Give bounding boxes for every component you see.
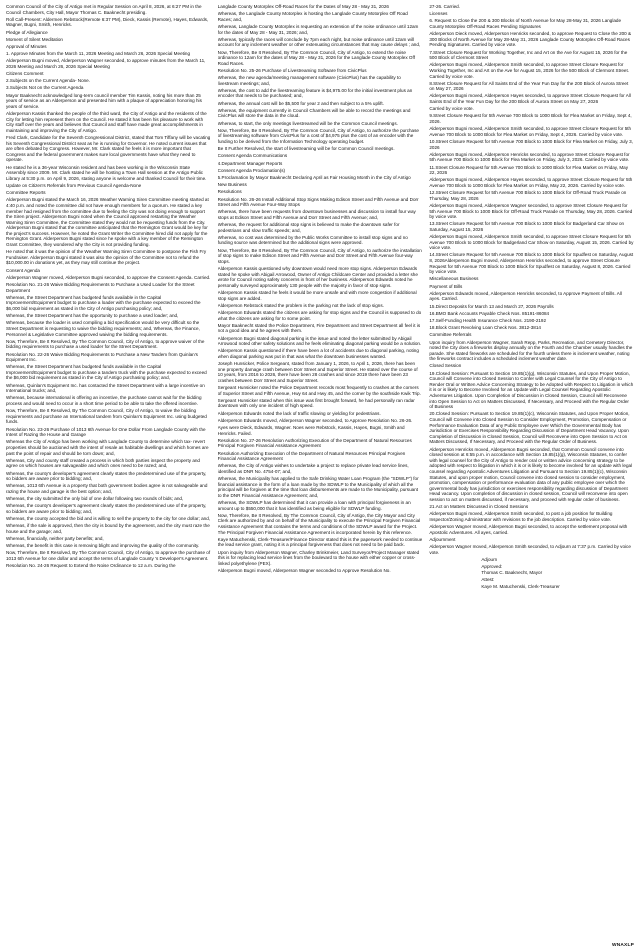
- paragraph: He noted that it was the opinion of the Weather Warning Siren Committee to postpone the Fish Fry Fundraiser. Alderperson Bugni stated it was also the opinion of the Committee not to refund the $10,000.00 in donations yet, as they may still continue the project.: [6, 249, 207, 266]
- paragraph: Upon inquiry from Alderperson Wagner, Sarah Repp, Parks, Recreation, and Cemetery Director, noted the City does a fireworks display annually on the Fourth and the Chamber usually handles the parade. She stated fireworks are scheduled for the fourth unless there is inclement weather, noting the fireworks contract includes a scheduled inclement weather date.: [429, 339, 633, 362]
- paragraph: Whereas, financially, neither party benefits; and,: [6, 536, 104, 542]
- paragraph: Whereas, Quinlan's Equipment Inc. has contacted the Street Department with a large incentive on International trucks; and,: [6, 382, 205, 394]
- paragraph: Whereas, City and county staff created a process in which both parties inspect the property and agree on which houses are salvageable and which ones need to be razed; and,: [6, 457, 200, 469]
- paragraph: Alderperson Bugni moved, Alderperson Smith seconded, to approve Street Closure Request for 5th Avenue 700 Block to 1000 Block for Badgerland Car Show on Saturday, August 15, 2026. Carried by voice vote.: [429, 234, 634, 251]
- paragraph: Alderperson Bugni moved, Alderperson Hayes seconded, to approve Street Closure Request for All Saints End of the Year Fun Day for the 200 Block of Aurora Street on May 27, 2026: [429, 93, 631, 105]
- paragraph: Whereas, the Langlade County Motorplex is hosting the Langlade County Motorplex Off Road Races; and,: [217, 11, 408, 22]
- paragraph: Adjournment: [429, 536, 456, 542]
- paragraph: Alderperson Kassis questioned if there have been a lot of accidents due to diagonal parking, noting when diagonal parking was put in that was what the downtown businesses wanted.: [217, 348, 419, 359]
- paragraph: Upon inquiry from Alderperson Wagner, Charley Brinkmeier, Land Surveyor/Project Manager stated this is for replacing lead service lines from the boulevard to the house with either copper or cross-linked polyethylene (PEX).: [217, 549, 420, 566]
- paragraph: Now, Therefore, Be It Resolved, By The Common Council, City of Antigo, the City Mayor and City Clerk are authorized by and on behalf of the Municipality to execute the Principal Forgiven Financial Assistance Agreement that contains the terms and conditions of the SDWLP award for the Project. The Principal Forgiven Financial Assistance Agreement is incorporated herein by this reference.: [217, 512, 421, 535]
- paragraph: Alderperson Bugni stated the March 16, 2026 Weather Warning Siren Committee meeting started at 4:40 p.m. and noted the committee did not have enough members for a quorum. He stated a key member had resigned from the committee due to feeling the City was not doing enough to support the Siren project. Alderperson Bugni noted when the Council approved restarting the Weather Warning Siren Committee, the Committee stated they would not be requesting funds from the City. Alderperson Bugni stated that the committee anticipated that the Remington Grant would be key for the project's success. However, he noted the Grant Writer the Committee hired did not apply for the Remington Grant. Alderperson Bugni stated since he spoke with a key member of the Remington Grant Committee, they wondered why the City is not providing funding.: [6, 197, 209, 248]
- paragraph: Whereas the City of Antigo has been working with Langlade County to determine which tax- revert properties should be auctioned with the intent of resale as habitable dwellings and which homes are past the point of repair and should be torn down; and,: [6, 439, 209, 456]
- paragraph: Common Council of the City of Antigo met in Regular Session on April 8, 2026, at 6:27 PM in the Council Chambers, City Hall, Mayor Thomas C. Baaknecht presiding.: [6, 4, 202, 15]
- paragraph: Whereas, the equipment currently in Council Chambers will be able to record the meetings and CivicPlus will store the data in the cloud.: [217, 107, 411, 119]
- paragraph: Whereas, the city submitted the only bid of one dollar following two rounds of bids; and,: [6, 496, 184, 502]
- paragraph: Whereas, the Street Department has budgeted funds available in the Capital Improvement/Equipment budget to purchase a tandem truck with the purchase expected to exceed the $6,000 bid requirement as stated in the City of Antigo purchasing policy; and,: [6, 364, 207, 381]
- paragraph: Committee Reports: [6, 190, 46, 196]
- paragraph: Langlade County Motorplex Off-Road Races for the Dates of May 28 - May 31, 2026: [217, 4, 389, 9]
- paragraph: Alderperson Wagner moved, Alderperson Bugni seconded, to accept the settlement proposal with Apostolic Adventures. All ayes, carried.: [429, 524, 628, 535]
- column-3: [429, 4, 634, 941]
- paragraph: Committee Referrals: [429, 332, 472, 338]
- paragraph: Whereas, because international is offering an incentive, the purchase cannot wait for the bidding process and would need to occur in a short time period to be able to take the offered incentive.: [6, 395, 202, 407]
- paragraph: Whereas, the Municipality has applied to the Safe Drinking Water Loan Program (the "SDWLP") for financial assistance in the form of a loan made by the SDWLP to the Municipality of which all the principal will be forgiven at the time that loan disbursements are made to the Municipality, pursuant to the DNR Financial Assistance Agreement; and,: [217, 476, 419, 498]
- paragraph: Resolution No. 26-26 Install Additional Stop Signs Making Edison Street and Fifth Avenue and Dorr Street and Fifth Avenue Four-Way Stops: [217, 196, 419, 208]
- paragraph: Fred Clark, Candidate for the Seventh Congressional District, stated that Tom Tiffany will be vacating his Seventh Congressional District seat as he is running for Governor. He noted current issues that are often debated by Congress. However, Mr. Clark stated he feels it is more important that Congress and the federal government makes sure local governments have what they need to operate.: [6, 135, 211, 163]
- paragraph: Whereas, the county's developer's agreement clearly states the predetermined use of the property, so bidders are aware prior to bidding; and,: [6, 503, 207, 514]
- paragraph: Now, Therefore, Be It Resolved, By The Common Council, City of Antigo, to approve waiver of the bidding requirements to purchase a used loader for the Street Department.: [6, 338, 205, 350]
- paragraph: Alderperson Edwards moved, Alderperson Henricks seconded, to Approve Payment of Bills. All ayes. Carried.: [429, 290, 622, 302]
- paragraph: Alderperson Bugni moved, Alderperson Smith seconded, to post a job position for Building Inspector/Zoning Administrator with revisions to the job description. Carried by voice vote.: [429, 511, 613, 522]
- paragraph: Now, Therefore, Be It Resolved, By The Common Council, City of Antigo, to extend the noise ordinance to 12am for the dates of May 28 - May 31, 2026 for the Langlade County Motorplex Off Road Races.: [217, 49, 415, 66]
- paragraph: Alderperson Edwards moved, Alderperson Wagner seconded, to Approve Resolution No. 26-26.: [217, 417, 413, 423]
- paragraph: 27-26. Carried.: [429, 4, 460, 9]
- paragraph: Alderperson Bugni moved, Alderperson Hayes seconded, to approve Street Closure Request for 5th Avenue 700 Block to 1000 Block for Flea Market on Friday, May 22, 2026. Carried by voice vote.: [429, 177, 633, 188]
- paragraph: 15.Direct Deposits for March 13 and March 27, 2026 Payrolls: [429, 303, 554, 309]
- paragraph: Alderperson Wagner moved, Alderperson Smith seconded, to Adjourn at 7:37 p.m. Carried by voice vote.: [429, 544, 631, 555]
- paragraph: Whereas, the benefit in this case is removing blight and improving the quality of the community.: [6, 543, 200, 549]
- paragraph: 19.Closed Session: Pursuant to Section 19.85(1)(g), Wisconsin Statutes, and Upon Proper Motion, Council will Convene into Closed Session to Confer with Legal Counsel for the City of Antigo to Render Oral or Written Advice Concerning Strategy to be Adopted with Respect to Litigation in which it is or is likely to Become Involved for an Update with Legal Counsel Regarding Apostolic Adventures Litigation. Upon Completion of Discussion in Closed Session, Council will Reconvene into Open Session to Act on Matters Discussed, If Necessary, and Proceed with the Regular Order of Business: [429, 370, 634, 410]
- signature-line: Kaye M. Matuchenski, Clerk-Treasurer: [481, 583, 560, 589]
- paragraph: Resolution No. 24-26 Request to Extend the Noise Ordinance to 12 a.m. During the: [6, 563, 176, 569]
- paragraph: 14.Street Closure Request for 5th Avenue 700 Block to 1000 Block for Spudfest on Saturday, August 8, 2026Alderperson Bugni moved, Alderperson Henricks seconded, to approve Street Closure Request for 5th Avenue 700 Block to 1000 Block for Spudfest on Saturday, August 8, 2026. Carried by voice vote.: [429, 252, 634, 275]
- paragraph: Alderperson Edwards stated the citizens are asking for stop signs and the Council is supposed to do what the citizens are asking for to some point.: [217, 309, 422, 321]
- paragraph: Whereas, the county's developer's agreement clearly states the predetermined use of the property, so bidders are aware prior to bidding; and,: [6, 470, 207, 482]
- paragraph: 9.Street Closure Request for 5th Avenue 700 Block to 1000 Block for Flea Market on Friday, Sept 4, 2026.: [429, 113, 632, 125]
- paragraph: Whereas, to start, the only meetings livestreamed will be the Common Council meetings.: [217, 120, 398, 126]
- paragraph: Alderperson Dieck moved, Alderperson Henricks seconded, to approve Request to Close the 200 & 300 Blocks of North Avenue for May 28-May 31, 2026 Langlade County Motorplex Off-Road Races Pending Signatures. Carried by voice vote.: [429, 31, 632, 48]
- paragraph: 4.Department Manager Reports: [217, 160, 283, 166]
- paragraph: Now, Therefore, Be It Resolved, By The Common Council, City of Antigo, to waive the bidding requirements and purchase an International tandem from Quinlan's Equipment Inc. using budgeted funds.: [6, 408, 207, 425]
- paragraph: Whereas, if the sale is approved, then the city is bound by the agreement, and the city must raze the house and the garage; and,: [6, 523, 210, 534]
- paragraph: Mayor Baaknecht acknowledged long-term council member Tim Kassis, noting his more than 25 years of service as an Alderperson and presented him with a plaque of appreciation honoring his years of service.: [6, 92, 202, 109]
- paragraph: Resolution No. 23-26 Purchase of 1013 6th Avenue for One Dollar From Langlade County with the Intent of Razing the House and Garage: [6, 426, 206, 438]
- paragraph: Whereas, the request for additional stop signs is believed to make the downtown safer for pedestrians and slow traffic speeds; and,: [217, 222, 400, 233]
- paragraph: Consent Agenda Proclamation(s): [217, 167, 286, 173]
- paragraph: Alderperson Bugni moved, Alderperson Wagner seconded, to approve Street Closure Request for 5th Avenue 700 Block to 1000 Block for Off-Road Truck Parade on Thursday, May 28, 2026. Carried by voice vote.: [429, 202, 633, 220]
- paragraph: Resolution No. 25-26 Purchase of Livestreaming Software from CivicPlus: [217, 67, 367, 73]
- paragraph: 8.Street Closure Request for All Saints End of the Year Fun Day for the 200 Block of Aurora Street on May 27, 2026: [429, 80, 629, 92]
- paragraph: Now, Therefore, Be It Resolved, By The Common Council, City of Antigo, to authorize the installation of stop signs to make Edison Street and Fifth Avenue and Dorr Street and Fifth Avenue four-way stops.: [217, 247, 422, 264]
- paragraph: 1. Approve Minutes from the March 11, 2026 Meeting and March 26, 2026 Special Meeting: [6, 51, 191, 57]
- paragraph: Whereas, typically the races will conclude by 7pm each night, but noise ordinance until 12am will account for any inclement weather or other extenuating circumstances that may cause delays ; and,: [217, 36, 421, 48]
- paragraph: Approval of Minutes: [6, 43, 47, 49]
- paragraph: 12.Street Closure Request for 5th Avenue 700 Block to 1000 Block for Off-Road Truck Parade on Thursday, May 28, 2026: [429, 190, 627, 201]
- paragraph: Whereas, the county accepted the bid and is willing to sell the property to the city for one dollar; and,: [6, 516, 211, 522]
- paragraph: Alderperson Bugni moved, Alderperson Wagner seconded, to approve minutes from the March 11, 2026 Meeting and March 26, 2026 Special Meeting: [6, 58, 206, 69]
- paragraph: Whereas, the annual cost will be $5,500 for year 2 and then subject to a 5% uplift.: [217, 100, 384, 106]
- paragraph: Whereas, because the loader is used compiling a bid specification would be very difficult so the Street Department is requesting to waive the bidding requirements; and, Whereas, the Finance, Personnel & Legislative Committee approved waiving the bidding requirements.: [6, 320, 200, 337]
- signature-line: Attest:: [481, 577, 495, 583]
- paragraph: Miscellaneous Business: [429, 276, 479, 282]
- column-3-body: [429, 4, 634, 555]
- column-2: [218, 4, 423, 941]
- paragraph: Whereas, no cost was determined by the Public Works Committee to install stop signs and no funding source was determined but the additional signs were approved.: [217, 234, 408, 246]
- paragraph: Alderperson Kassis thanked the people of the third ward, the City of Antigo and the residents of the City for letting him represent them on the Council. He stated it has been his pleasure to work with City staff over the years and believes that Council and staff have made great accomplishments in maintaining and improving the City of Antigo.: [6, 111, 207, 133]
- paragraph: Whereas, the cost to add the livestreaming feature is $4,975.00 for the initial investment plus an encoder that needs to be purchased; and,: [217, 87, 413, 99]
- paragraph: Resolutions: [217, 189, 242, 195]
- paragraph: 21.Act on Matters Discussed in Closed Sessions: [429, 504, 529, 510]
- paragraph: 10.Street Closure Request for 5th Avenue 700 Block to 1000 Block for Flea Market on Friday, July 3, 2026: [429, 139, 633, 150]
- paragraph: 16.BMO Bank Accounts Payable Check Nos. 85191-86084: [429, 310, 550, 316]
- paragraph: Roll Call-Present: Aldermen Rebstock(Remote 6:37 PM), Dieck, Kassis (Remote), Hayes, Edwards, Wagner, Bugni, Smith, Henricks.: [6, 16, 209, 28]
- paragraph: Alderperson Kassis stated he feels it would be more unsafe and with more congestion if additional stop signs are added.: [217, 289, 417, 301]
- paragraph: Whereas, the City of Antigo wishes to undertake a project to replace private lead service lines, identified as DNR No. 4754-07; and,: [217, 463, 409, 474]
- paragraph: Whereas, the Street Department has the opportunity to purchase a used loader; and,: [6, 313, 179, 319]
- publication-code: WNAXLP: [612, 943, 634, 949]
- paragraph: Alderperson Henricks moved, Alderperson Bugni seconded, that Common Council convene into closed session at 6:55 p.m. in accordance with Section 19.85(1)(g), Wisconsin Statutes, to confer with legal counsel for the City of Antigo to render oral or written advice concerning strategy to be adopted with respect to litigation in which it is or is likely to become involved for an update with legal counsel regarding Apostolic Adventures Litigation and Pursuant to Section 19.85(1)(c), Wisconsin Statutes, and upon proper motion, Council convene into closed session to consider employment, promotion, compensation or performance evaluation data of any public employee over which the governmental body has jurisdiction or exercises responsibility regarding discussion of Department Head vacancy. Upon completion of discussion in closed session, Council will reconvene into open session to act on matters discussed, if necessary, and proceed with regular order of business.: [429, 446, 633, 502]
- paragraph: Moment of Silent Meditation: [6, 36, 63, 42]
- paragraph: Resolution Authorizing Execution of the Department of Natural Resources Principal Forgiven Financial Assistance Agreement: [217, 450, 406, 462]
- paragraph: 13.Street Closure Request for 5th Avenue 700 Block to 1000 Block for Badgerland Car Show on Saturday, August 15, 2026: [429, 221, 625, 232]
- paragraph: Alderperson Rebstock stated the problem is the parking not the lack of stop signs.: [217, 302, 384, 308]
- signature-line: Adjourn: [481, 556, 498, 562]
- paragraph: Ayes were Dieck, Edwards, Wagner. Noes were Rebstock, Kassis, Hayes, Bugni, Smith and Henricks. Failed.: [217, 424, 405, 436]
- paragraph: 17.Self-Funding Health Insurance Check Nos. 2190-2192: [429, 317, 547, 323]
- paragraph: Citizens Comment: [6, 71, 44, 77]
- paragraph: Update on Citizen's Referrals from Previous Council Agenda-None: [6, 182, 142, 188]
- paragraph: Resolution No. 22-26 Waive Bidding Requirements to Purchase a New Tandem from Quinlan's Equipment Inc.: [6, 351, 198, 363]
- columns: [6, 4, 634, 941]
- paragraph: 20.Closed Session: Pursuant to Section 19.85(1)(c), Wisconsin Statutes, and Upon Proper Motion, Council will Convene into Closed Session to Consider Employment, Promotion, Compensation or Performance Evaluation Data of any Public Employee over Which the Governmental Body has Jurisdiction or Exercises Responsibility Regarding Discussion of Department Head Vacancy. Upon Completion of Discussion in Closed Session, Council will Reconvene into Open Session to Act on Matters Discussed, If Necessary, and Proceed with the Regular Order of Business.: [429, 411, 630, 445]
- paragraph: Sergeant Hunsicker stated when this issue was first brought forward, he had personally ran radar downtown with only one incident of high speed.: [217, 397, 415, 409]
- paragraph: Kaye Matuchenski, Clerk-Treasurer/Finance Director stated this is the paperwork needed to continue the lead service grant, noting it is a principal forgiveness that does not need to be paid back.: [217, 536, 423, 548]
- paragraph: Alderperson Bugni moved, Alderperson Smith seconded, to approve Street Closure Request for 5th Avenue 700 Block to 1000 Block for Flea Market on Friday, Sept 4, 2026. Carried by voice vote.: [429, 126, 632, 137]
- paragraph: 6. Request to Close the 200 & 300 Blocks of North Avenue for May 28-May 31, 2026 Langlade County Motorplex Off-Road Races Pending Signatures: [429, 18, 622, 29]
- paragraph: Pledge of Allegiance: [6, 29, 48, 35]
- signature-line: Approved:: [481, 563, 503, 569]
- paragraph: Carried by voice vote.: [429, 106, 474, 112]
- paragraph: 11.Street Closure Request for 5th Avenue 700 Block to 1000 Block for Flea Market on Friday, May 22, 2026: [429, 164, 628, 176]
- paragraph: Resolution No. 21-26 Waive Bidding Requirements to Purchase a Used Loader for the Street Department: [6, 282, 195, 293]
- signature-block: [429, 557, 634, 590]
- paragraph: Closed Session: [429, 363, 462, 369]
- paragraph: Sergeant Hunsicker noted the Police Department records most frequently to crashes at the corners of Superior Street and Fifth Avenue, Hwy 64 and Hwy 45, and the corner by the southside Kwik Trip.: [217, 385, 421, 396]
- paragraph: Whereas, the Street Department has budgeted funds available in the Capital Improvement/Equipment budget to purchase a loader with the purchase expected to exceed the $6,000 bid requirement as stated in the City of Antigo purchasing policy; and,: [6, 294, 201, 311]
- paragraph: Whereas, the new agenda/meeting management software (CivicPlus) has the capability to livestream meetings; and,: [217, 75, 401, 86]
- paragraph: Whereas, the SDWLP has determined that it can provide a loan with principal forgiveness in an amount up to $550,000 that it has identified as being eligible for SDWLP funding.: [217, 500, 411, 511]
- paragraph: Alderperson Wagner moved, Alderperson Bugni seconded, to approve the Consent Agenda. Carried.: [6, 274, 211, 280]
- paragraph: Whereas, Langlade County Motorplex is requesting an extension of the noise ordinance until 12am for the dates of May 28 - May 31, 2026; and,: [217, 23, 419, 35]
- paragraph: Alderperson Bugni stated diagonal parking is the issue and noted the letter submitted by Abigail Arrowood noted other safety solutions and he feels eliminating diagonal parking would be a solution.: [217, 335, 422, 347]
- paragraph: Payment of Bills: [429, 283, 463, 289]
- paragraph: Be It Further Resolved, the start of livestreaming will be for Common Council meetings.: [217, 146, 395, 152]
- paragraph: Whereas, there have been requests from downtown businesses and discussion to install four way stops at Edison Street and Fifth Avenue and Dorr Street and Fifth Avenue; and,: [217, 209, 416, 220]
- paragraph: 7.Street Closure Request for Working Together, Inc and Art on the Ave for August 15, 2026 for the 500 Block of Clermont Street: [429, 49, 628, 61]
- paragraph: Alderperson Kassis questioned why downtown would need more stop signs. Alderperson Edwards stated he spoke with Abigail Arrowood, Owner of Antigo Childcare Center and provided a letter she wrote for Council noting safety concerns in front of her business. Alderperson Edwards noted he personally surveyed approximately 130 people with the majority in favor of stop signs.: [217, 266, 418, 288]
- paragraph: Alderperson Edwards noted the lack of traffic slowing or yielding for pedestrians.: [217, 410, 381, 416]
- paragraph: Mayor Baaknecht stated the Police Department, Fire Department and Street Department all feel it is not a good idea and he agrees with them.: [217, 322, 421, 334]
- paragraph: Consent Agenda Communications: [217, 153, 288, 159]
- paragraph: 18.Block Grant Revolving Loan Check Nos. 3812-3814: [429, 325, 541, 331]
- paragraph: New Business: [217, 182, 247, 188]
- paragraph: Joseph Hunsicker, Police Sergeant, stated from January 1, 2026, to April 1, 2026, there has been one property damage crash between Dorr Street and Superior Street. He stated over the course of 10 years, from 2016 to 2026, there have been 28 crashes and since 2019 there have been 23 crashes between Dorr Street and Superior Street.: [217, 361, 418, 383]
- paragraph: Licenses: [429, 11, 448, 17]
- paragraph: 3.Subjects Not on the Current Agenda: [6, 85, 84, 91]
- paragraph: Alderperson Bugni moved, Alderperson Henricks seconded, to approve Street Closure Request for 5th Avenue 700 Block to 1000 Block for Flea Market on Friday, July 3, 2026. Carried by voice vote.: [429, 151, 630, 163]
- paragraph: Alderperson Bugni moved, Alderperson Smith seconded, to approve Street Closure Request for Working Together, Inc and Art on the Ave for August 15, 2026 for the 500 Block of Clermont Street. Carried by voice vote.: [429, 62, 630, 79]
- paragraph: 5.Proclamation by Mayor Baaknecht Declaring April as Fair Housing Month in the City of Antigo: [217, 174, 411, 180]
- paragraph: 2.Subjects on the Current Agenda- None.: [6, 78, 91, 84]
- paragraph: Now, Therefore, Be It Resolved, By The Common Council, City of Antigo, to approve the purchase of 1013 6th Avenue for one dollar and accept the terms of Langlade County 's Developer's Agreement.: [6, 550, 211, 561]
- paragraph: Now, Therefore, Be It Resolved, By The Common Council, City of Antigo, to authorize the purchase of livestreaming software from CivicPlus for a cost of $4,975 plus the cost of an encoder with the funding to be derived from the Information Technology operating budget.: [217, 127, 419, 144]
- paragraph: He stated he is a 36-year Wisconsin resident and has been working in the Wisconsin State Assembly since 2009. Mr. Clark stated he will be hosting a Town Hall session at the Antigo Public Library at 5:30 p.m. on April 9, 2026, stating anyone is welcome and thanked Council for their time.: [6, 164, 207, 181]
- paragraph: Alderperson Bugni moved, Alderperson Wagner seconded to Approve Resolution No.: [217, 567, 391, 573]
- column-1: [6, 4, 211, 941]
- paragraph: Consent Agenda: [6, 267, 40, 273]
- paragraph: Whereas, 1013 6th Avenue is a property that both government bodies agree is not salvageable and razing the house and garage is the best option; and,: [6, 483, 208, 494]
- paragraph: Resolution No. 27-26 Resolution Authorizing Execution of the Department of Natural Resources Principal Forgiven Financial Assistance Agreement: [217, 437, 412, 449]
- signature-line: Thomas C. Baaknecht, Mayor: [481, 570, 543, 576]
